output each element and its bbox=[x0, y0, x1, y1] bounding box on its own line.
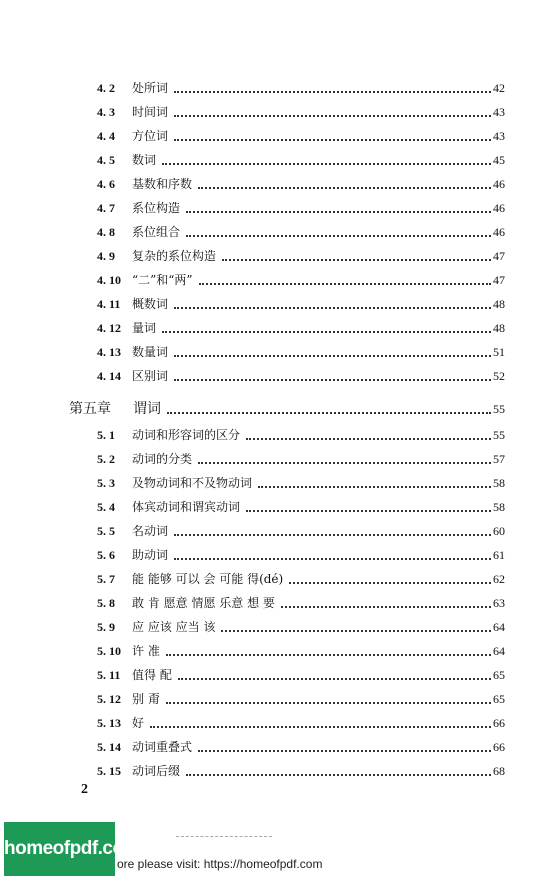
toc-entry-number: 4. 5 bbox=[97, 153, 115, 167]
toc-entry-number: 4. 11 bbox=[97, 297, 121, 311]
toc-entry bbox=[0, 737, 554, 757]
toc-leader-dots bbox=[198, 187, 491, 189]
toc-entry-page: 48 bbox=[493, 321, 505, 335]
toc-entry-number: 4. 12 bbox=[97, 321, 121, 335]
toc-leader-dots bbox=[246, 438, 491, 440]
toc-entry-number: 5. 12 bbox=[97, 692, 121, 706]
toc-entry-page: 55 bbox=[493, 402, 505, 416]
toc-entry-number: 5. 9 bbox=[97, 620, 115, 634]
toc-entry bbox=[0, 473, 554, 493]
toc-entry-title: 动词重叠式 bbox=[132, 740, 193, 754]
toc-leader-dots bbox=[174, 558, 491, 560]
toc-leader-dots bbox=[289, 582, 491, 584]
toc-entry-page: 64 bbox=[493, 620, 505, 634]
toc-leader-dots bbox=[198, 750, 491, 752]
toc-leader-dots bbox=[174, 534, 491, 536]
toc-entry-page: 64 bbox=[493, 644, 505, 658]
toc-entry-number: 5. 8 bbox=[97, 596, 115, 610]
toc-leader-dots bbox=[246, 510, 491, 512]
toc-entry bbox=[0, 318, 554, 338]
toc-entry bbox=[0, 102, 554, 122]
toc-leader-dots bbox=[167, 412, 491, 414]
toc-leader-dots bbox=[166, 654, 491, 656]
toc-entry-page: 47 bbox=[493, 249, 505, 263]
toc-leader-dots bbox=[162, 163, 491, 165]
toc-leader-dots bbox=[174, 355, 491, 357]
toc-leader-dots bbox=[174, 307, 491, 309]
toc-chapter bbox=[0, 399, 554, 419]
toc-entry-number: 4. 10 bbox=[97, 273, 121, 287]
toc-entry-page: 52 bbox=[493, 369, 505, 383]
toc-entry bbox=[0, 449, 554, 469]
toc-entry-title: 基数和序数 bbox=[132, 177, 193, 191]
toc-entry bbox=[0, 617, 554, 637]
toc-entry-number: 4. 7 bbox=[97, 201, 115, 215]
toc-entry bbox=[0, 78, 554, 98]
toc-leader-dots bbox=[174, 379, 491, 381]
toc-leader-dots bbox=[258, 486, 491, 488]
toc-entry-title: 量词 bbox=[132, 321, 157, 335]
toc-entry-title: 处所词 bbox=[132, 81, 169, 95]
toc-entry-title: 谓词 bbox=[133, 401, 161, 417]
toc-entry bbox=[0, 342, 554, 362]
toc-entry-title: 值得 配 bbox=[132, 668, 172, 682]
toc-leader-dots bbox=[174, 91, 491, 93]
toc-entry-title: “二”和“两” bbox=[132, 273, 193, 287]
promo-banner-text[interactable]: ore please visit: https://homeofpdf.com bbox=[117, 857, 323, 871]
toc-entry-title: 方位词 bbox=[132, 129, 169, 143]
toc-entry-page: 43 bbox=[493, 129, 505, 143]
toc-entry bbox=[0, 150, 554, 170]
toc-entry-number: 5. 15 bbox=[97, 764, 121, 778]
toc-entry-number: 5. 3 bbox=[97, 476, 115, 490]
toc-entry-title: 系位构造 bbox=[132, 201, 181, 215]
toc-entry-title: 时间词 bbox=[132, 105, 169, 119]
toc-leader-dots bbox=[186, 211, 491, 213]
toc-entry-page: 46 bbox=[493, 177, 505, 191]
toc-entry-page: 58 bbox=[493, 500, 505, 514]
toc-entry-title: 区别词 bbox=[132, 369, 169, 383]
toc-leader-dots bbox=[150, 726, 491, 728]
toc-entry-number: 5. 5 bbox=[97, 524, 115, 538]
toc-entry-page: 66 bbox=[493, 740, 505, 754]
toc-leader-dots bbox=[198, 462, 491, 464]
toc-entry bbox=[0, 497, 554, 517]
toc-entry-page: 46 bbox=[493, 201, 505, 215]
toc-entry bbox=[0, 641, 554, 661]
toc-entry-page: 55 bbox=[493, 428, 505, 442]
toc-entry-title: 敢 肯 愿意 情愿 乐意 想 要 bbox=[132, 596, 275, 610]
toc-entry bbox=[0, 246, 554, 266]
toc-entry-title: 许 准 bbox=[132, 644, 160, 658]
toc-entry-page: 48 bbox=[493, 297, 505, 311]
toc-entry bbox=[0, 366, 554, 386]
toc-leader-dots bbox=[186, 774, 491, 776]
toc-leader-dots bbox=[174, 115, 491, 117]
toc-entry-title: 助动词 bbox=[132, 548, 169, 562]
scan-smudge bbox=[176, 836, 272, 837]
toc-entry-number: 5. 4 bbox=[97, 500, 115, 514]
toc-entry-number: 5. 1 bbox=[97, 428, 115, 442]
toc-leader-dots bbox=[221, 630, 491, 632]
toc-entry-title: 及物动词和不及物动词 bbox=[132, 476, 253, 490]
toc-entry bbox=[0, 665, 554, 685]
toc-entry bbox=[0, 198, 554, 218]
toc-entry-number: 4. 13 bbox=[97, 345, 121, 359]
toc-entry-page: 63 bbox=[493, 596, 505, 610]
toc-entry-number: 5. 2 bbox=[97, 452, 115, 466]
toc-entry-number: 5. 10 bbox=[97, 644, 121, 658]
toc-entry-title: 系位组合 bbox=[132, 225, 181, 239]
toc-entry bbox=[0, 569, 554, 589]
toc-entry-title: 动词和形容词的区分 bbox=[132, 428, 241, 442]
toc-entry bbox=[0, 222, 554, 242]
toc-entry bbox=[0, 425, 554, 445]
toc-entry-number: 4. 9 bbox=[97, 249, 115, 263]
toc-entry-number: 第五章 bbox=[69, 401, 111, 417]
toc-leader-dots bbox=[222, 259, 491, 261]
toc-entry-page: 47 bbox=[493, 273, 505, 287]
toc-entry bbox=[0, 545, 554, 565]
toc-entry-page: 60 bbox=[493, 524, 505, 538]
toc-entry-page: 61 bbox=[493, 548, 505, 562]
toc-leader-dots bbox=[174, 139, 491, 141]
toc-entry-page: 58 bbox=[493, 476, 505, 490]
toc-entry-number: 5. 7 bbox=[97, 572, 115, 586]
page-number: 2 bbox=[81, 782, 88, 797]
toc-entry-page: 42 bbox=[493, 81, 505, 95]
toc-entry-title: 名动词 bbox=[132, 524, 169, 538]
toc-entry bbox=[0, 174, 554, 194]
toc-entry-number: 4. 4 bbox=[97, 129, 115, 143]
toc-entry bbox=[0, 521, 554, 541]
toc-entry-title: 应 应该 应当 该 bbox=[132, 620, 216, 634]
toc-entry bbox=[0, 713, 554, 733]
toc-entry-number: 4. 3 bbox=[97, 105, 115, 119]
toc-leader-dots bbox=[186, 235, 491, 237]
toc-entry-page: 62 bbox=[493, 572, 505, 586]
toc-entry bbox=[0, 689, 554, 709]
toc-entry-title: 能 能够 可以 会 可能 得(dé) bbox=[132, 572, 284, 586]
toc-leader-dots bbox=[199, 283, 491, 285]
toc-entry-number: 5. 14 bbox=[97, 740, 121, 754]
toc-entry-page: 51 bbox=[493, 345, 505, 359]
toc-entry bbox=[0, 294, 554, 314]
toc-entry-number: 4. 8 bbox=[97, 225, 115, 239]
toc-entry-title: 数词 bbox=[132, 153, 157, 167]
toc-entry-page: 66 bbox=[493, 716, 505, 730]
toc-leader-dots bbox=[178, 678, 491, 680]
toc-entry bbox=[0, 593, 554, 613]
toc-entry-number: 5. 13 bbox=[97, 716, 121, 730]
toc-entry-number: 4. 6 bbox=[97, 177, 115, 191]
brand-logo[interactable]: homeofpdf.com bbox=[4, 822, 115, 876]
toc-entry bbox=[0, 270, 554, 290]
toc-entry-title: 动词的分类 bbox=[132, 452, 193, 466]
toc-entry-title: 好 bbox=[132, 716, 145, 730]
toc-entry-title: 概数词 bbox=[132, 297, 169, 311]
toc-entry-page: 43 bbox=[493, 105, 505, 119]
toc-entry-number: 5. 6 bbox=[97, 548, 115, 562]
toc-entry bbox=[0, 761, 554, 781]
toc-entry-page: 68 bbox=[493, 764, 505, 778]
toc-entry-page: 45 bbox=[493, 153, 505, 167]
toc-leader-dots bbox=[162, 331, 491, 333]
toc-entry-page: 57 bbox=[493, 452, 505, 466]
toc-leader-dots bbox=[166, 702, 491, 704]
toc-entry bbox=[0, 126, 554, 146]
toc-leader-dots bbox=[281, 606, 491, 608]
toc-entry-number: 4. 2 bbox=[97, 81, 115, 95]
toc-entry-number: 4. 14 bbox=[97, 369, 121, 383]
toc-entry-page: 65 bbox=[493, 668, 505, 682]
toc-entry-number: 5. 11 bbox=[97, 668, 121, 682]
toc-entry-page: 65 bbox=[493, 692, 505, 706]
toc-entry-title: 复杂的系位构造 bbox=[132, 249, 217, 263]
toc-entry-page: 46 bbox=[493, 225, 505, 239]
toc-entry-title: 别 甭 bbox=[132, 692, 160, 706]
toc-entry-title: 体宾动词和谓宾动词 bbox=[132, 500, 241, 514]
toc-entry-title: 数量词 bbox=[132, 345, 169, 359]
toc-entry-title: 动词后缀 bbox=[132, 764, 181, 778]
